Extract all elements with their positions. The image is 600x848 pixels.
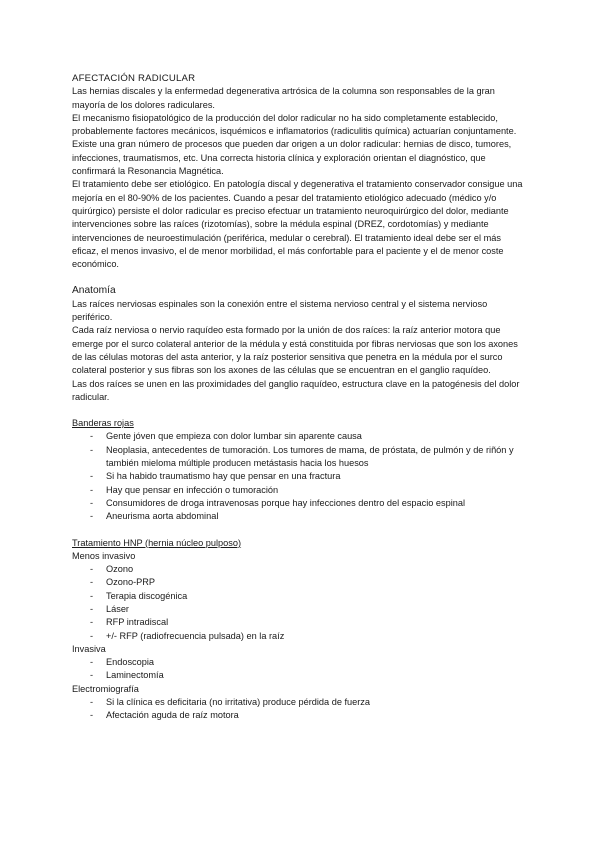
list-item: - Afectación aguda de raíz motora [72, 709, 524, 722]
list-item: - Aneurisma aorta abdominal [72, 510, 524, 523]
spacer [72, 271, 524, 284]
document-title: AFECTACIÓN RADICULAR [72, 73, 196, 84]
anatomy-paragraph: Las raíces nerviosas espinales son la conexión entre el sistema nervioso central y el sistema nervioso periférico. [72, 298, 488, 323]
list-item: - Ozono-PRP [72, 576, 524, 589]
section-heading-treatment: Tratamiento HNP (hernia núcleo pulposo) [72, 537, 242, 548]
treatment-list-invasive [72, 656, 524, 683]
intro-paragraph: El mecanismo fisiopatológico de la producción del dolor radicular no ha sido completamente establecido, probablemente factores mecánicos, isquémicos e inflamatorios (radiculitis química) actuarían conjuntamente. [72, 112, 517, 137]
list-item: - +/- RFP (radiofrecuencia pulsada) en la raíz [72, 630, 524, 643]
list-item: - Láser [72, 603, 524, 616]
list-item: - Hay que pensar en infección o tumoración [72, 484, 524, 497]
intro-paragraph: Las hernias discales y la enfermedad degenerativa artrósica de la columna son responsables de la gran mayoría de los dolores radiculares. [72, 86, 495, 110]
list-item: - Consumidores de droga intravenosas porque hay infecciones dentro del espacio espinal [72, 497, 524, 510]
section-heading-red-flags: Banderas rojas [72, 418, 134, 429]
list-item: - Si la clínica es deficitaria (no irritativa) produce pérdida de fuerza [72, 696, 524, 709]
spacer [72, 404, 524, 417]
treatment-list-less-invasive [72, 563, 524, 643]
anatomy-paragraph: Las dos raíces se unen en las proximidades del ganglio raquídeo, estructura clave en la patogénesis del dolor radicular. [72, 378, 520, 402]
treatment-group-label: Invasiva [72, 643, 106, 654]
intro-paragraph: El tratamiento debe ser etiológico. En patología discal y degenerativa el tratamiento conservador consigue una mejoría en el 80-90% de los pacientes. Cuando a pesar del tratamiento etiológico adecuado (médico y/o quirúrgico) persiste el dolor radicular es preciso efectuar un tratamiento neuroquirúrgico del dolor, mediante intervenciones sobre las raíces (rizotomías), sobre la médula espinal (DREZ, cordotomías) y mediante intervenciones de neuroestimulación (periférica, medular o cerebral). El tratamiento ideal debe ser el más eficaz, el menos invasivo, el de menor morbilidad, el más confortable para el paciente y el de menor coste económico. [72, 179, 523, 270]
treatment-group-label: Electromiografía [72, 683, 139, 694]
section-heading-anatomy: Anatomía [72, 285, 116, 297]
intro-paragraph: Existe una gran número de procesos que pueden dar origen a un dolor radicular: hernias de disco, tumores, infecciones, traumatismos, etc. Una correcta historia clínica y exploración orientan el diagnóstico, que confirmará la Resonancia Magnética. [72, 139, 512, 177]
treatment-list-emg [72, 696, 524, 723]
red-flags-list [72, 430, 524, 523]
document-body [72, 72, 524, 723]
list-item: - Ozono [72, 563, 524, 576]
list-item: - Neoplasia, antecedentes de tumoración. Los tumores de mama, de próstata, de pulmón y de riñón y también mieloma múltiple producen metástasis hacia los huesos [72, 444, 524, 471]
list-item: - Gente jóven que empieza con dolor lumbar sin aparente causa [72, 430, 524, 443]
list-item: - Laminectomía [72, 669, 524, 682]
anatomy-paragraph: Cada raíz nerviosa o nervio raquídeo esta formado por la unión de dos raíces: la raíz anterior motora que emerge por el surco colateral anterior de la médula y está constituida por fibras nerviosas que son los axones de las células motoras del asta anterior, y la raíz posterior sensitiva que penetra en la médula por el surco colateral posterior y sus fibras son los axones de las células que se encuentran en el ganglio raquídeo. [72, 325, 518, 376]
spacer [72, 524, 524, 537]
list-item: - Si ha habido traumatismo hay que pensar en una fractura [72, 470, 524, 483]
list-item: - RFP intradiscal [72, 616, 524, 629]
list-item: - Terapia discogénica [72, 590, 524, 603]
treatment-group-label: Menos invasivo [72, 550, 136, 561]
list-item: - Endoscopia [72, 656, 524, 669]
